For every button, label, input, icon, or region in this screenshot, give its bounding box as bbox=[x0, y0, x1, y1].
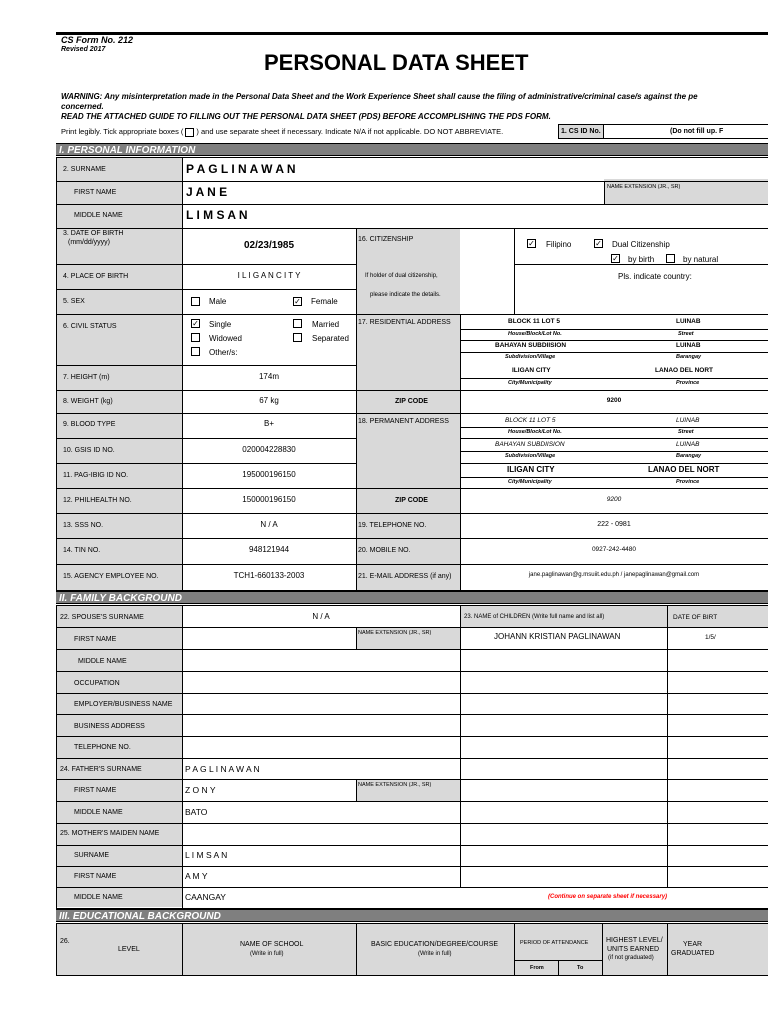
father-first-name-label: FIRST NAME bbox=[74, 787, 117, 794]
father-middle-name-value[interactable]: BATO bbox=[185, 807, 208, 817]
first-name-value[interactable]: J A N E bbox=[186, 185, 228, 199]
period-from-header: From bbox=[530, 965, 544, 971]
agency-no-label: 15. AGENCY EMPLOYEE NO. bbox=[63, 573, 159, 580]
section-family-background: II. FAMILY BACKGROUND bbox=[56, 591, 768, 604]
res-barangay-caption: Barangay bbox=[676, 354, 702, 360]
spouse-first-name-label: FIRST NAME bbox=[74, 636, 117, 643]
dual-note-2: please indicate the details. bbox=[370, 292, 441, 298]
mother-surname-label: SURNAME bbox=[74, 852, 110, 859]
married-label: Married bbox=[312, 320, 340, 329]
units-earned-header: UNITS EARNED bbox=[607, 946, 660, 953]
widowed-label: Widowed bbox=[209, 334, 242, 343]
sex-label: 5. SEX bbox=[63, 298, 85, 305]
res-zip-label: ZIP CODE bbox=[395, 398, 428, 405]
res-subdivision-caption: Subdivision/Village bbox=[505, 354, 556, 360]
level-header: LEVEL bbox=[118, 946, 140, 953]
spouse-telephone-label: TELEPHONE NO. bbox=[74, 744, 131, 751]
blood-type-label: 9. BLOOD TYPE bbox=[63, 421, 116, 428]
perm-house-caption: House/Block/Lot No. bbox=[508, 429, 562, 435]
residential-address-label: 17. RESIDENTIAL ADDRESS bbox=[358, 319, 451, 326]
period-header: PERIOD OF ATTENDANCE bbox=[520, 940, 589, 946]
philhealth-label: 12. PHILHEALTH NO. bbox=[63, 497, 132, 504]
mother-surname-value[interactable]: L I M S A N bbox=[185, 850, 228, 860]
child-1-dob[interactable]: 1/5/ bbox=[705, 634, 716, 641]
res-subdivision-value[interactable]: BAHAYAN SUBDIISION bbox=[495, 342, 567, 349]
cs-id-label: 1. CS ID No. bbox=[561, 128, 601, 135]
res-province-value[interactable]: LANAO DEL NORT bbox=[655, 367, 714, 374]
warning-text-2: concerned. bbox=[61, 102, 104, 111]
citizenship-label: 16. CITIZENSHIP bbox=[358, 236, 414, 243]
dob-format-label: (mm/dd/yyyy) bbox=[68, 239, 110, 246]
mobile-label: 20. MOBILE NO. bbox=[358, 547, 411, 554]
res-zip-value[interactable]: 9200 bbox=[606, 397, 622, 404]
section-educational-background: III. EDUCATIONAL BACKGROUND bbox=[56, 909, 768, 922]
section-personal-info: I. PERSONAL INFORMATION bbox=[56, 143, 768, 156]
form-number: CS Form No. 212 bbox=[61, 35, 134, 45]
cs-id-note: (Do not fill up. F bbox=[670, 128, 724, 135]
by-naturalization-label: by natural bbox=[683, 255, 719, 264]
male-label: Male bbox=[209, 297, 227, 306]
telephone-label: 19. TELEPHONE NO. bbox=[358, 522, 427, 529]
spouse-name-ext-label: NAME EXTENSION (JR., SR) bbox=[358, 630, 432, 636]
highest-level-header: HIGHEST LEVEL/ bbox=[606, 937, 663, 944]
father-surname-label: 24. FATHER'S SURNAME bbox=[60, 766, 142, 773]
father-surname-value[interactable]: P A G L I N A W A N bbox=[185, 764, 260, 774]
revised-date: Revised 2017 bbox=[61, 46, 106, 53]
by-naturalization-checkbox[interactable] bbox=[666, 254, 675, 263]
education-header-bg bbox=[56, 923, 768, 975]
permanent-address-label: 18. PERMANENT ADDRESS bbox=[358, 418, 449, 425]
agency-no-value[interactable]: TCH1-660133-2003 bbox=[233, 571, 305, 580]
res-street-caption: Street bbox=[678, 331, 694, 337]
perm-barangay-value[interactable]: LUINAB bbox=[676, 441, 700, 448]
philhealth-value[interactable]: 150000196150 bbox=[242, 495, 296, 504]
label-column-2-bg bbox=[356, 228, 460, 590]
middle-name-label: MIDDLE NAME bbox=[74, 212, 123, 219]
surname-label: 2. SURNAME bbox=[63, 166, 106, 173]
others-label: Other/s: bbox=[209, 348, 238, 357]
school-name-header: NAME OF SCHOOL bbox=[240, 941, 304, 948]
year-header: YEAR bbox=[683, 941, 703, 948]
perm-zip-value[interactable]: 9200 bbox=[606, 496, 622, 503]
pob-value[interactable]: I L I G A N C I T Y bbox=[237, 271, 301, 280]
res-house-value[interactable]: BLOCK 11 LOT 5 bbox=[508, 318, 561, 325]
family-label-bg bbox=[56, 605, 182, 907]
sss-value[interactable]: N / A bbox=[260, 520, 278, 529]
single-checkbox[interactable]: ✓ bbox=[192, 319, 199, 328]
res-street-value[interactable]: LUINAB bbox=[676, 318, 701, 325]
perm-city-caption: City/Municipality bbox=[508, 479, 552, 485]
filipino-checkbox[interactable]: ✓ bbox=[528, 239, 535, 248]
perm-city-value[interactable]: ILIGAN CITY bbox=[507, 465, 555, 474]
perm-street-value[interactable]: LUINAB bbox=[676, 417, 700, 424]
tin-label: 14. TIN NO. bbox=[63, 547, 101, 554]
father-name-ext-label: NAME EXTENSION (JR., SR) bbox=[358, 782, 432, 788]
sss-label: 13. SSS NO. bbox=[63, 522, 104, 529]
perm-house-value[interactable]: BLOCK 11 LOT 5 bbox=[505, 417, 556, 424]
dual-citizenship-checkbox[interactable]: ✓ bbox=[595, 239, 602, 248]
spouse-surname-label: 22. SPOUSE'S SURNAME bbox=[60, 614, 144, 621]
perm-province-caption: Province bbox=[676, 479, 700, 485]
surname-value[interactable]: P A G L I N A W A N bbox=[186, 162, 296, 176]
weight-value[interactable]: 67 kg bbox=[259, 396, 279, 405]
mother-first-name-label: FIRST NAME bbox=[74, 873, 117, 880]
dual-citizenship-label: Dual Citizenship bbox=[612, 240, 670, 249]
res-city-caption: City/Municipality bbox=[508, 380, 552, 386]
dual-note-1: If holder of dual citizenship, bbox=[365, 273, 438, 279]
perm-subdivision-value[interactable]: BAHAYAN SUBDIISION bbox=[495, 441, 565, 448]
child-1-name[interactable]: JOHANN KRISTIAN PAGLINAWAN bbox=[494, 632, 621, 641]
height-label: 7. HEIGHT (m) bbox=[63, 374, 110, 381]
blood-type-value[interactable]: B+ bbox=[263, 419, 274, 428]
school-name-subheader: (Write in full) bbox=[250, 951, 284, 957]
female-checkbox[interactable]: ✓ bbox=[294, 297, 301, 306]
email-label: 21. E-MAIL ADDRESS (if any) bbox=[358, 573, 452, 580]
gsis-value[interactable]: 020004228830 bbox=[242, 445, 296, 454]
perm-zip-label: ZIP CODE bbox=[395, 497, 428, 504]
mother-first-name-value[interactable]: A M Y bbox=[185, 871, 208, 881]
res-house-caption: House/Block/Lot No. bbox=[508, 331, 562, 337]
res-province-caption: Province bbox=[676, 380, 700, 386]
perm-street-caption: Street bbox=[678, 429, 694, 435]
instructions-text: Print legibly. Tick appropriate boxes ( ) and use separate sheet if necessary. Indicate N/A if not applicable. DO NOT ABBREVIATE. bbox=[61, 127, 504, 136]
indicate-country-label: Pls. indicate country: bbox=[618, 272, 692, 281]
telephone-value[interactable]: 222 - 0981 bbox=[597, 521, 631, 528]
male-checkbox[interactable] bbox=[191, 297, 200, 306]
children-dob-label: DATE OF BIRT bbox=[673, 614, 718, 621]
gsis-label: 10. GSIS ID NO. bbox=[63, 447, 115, 454]
graduated-header: GRADUATED bbox=[671, 950, 715, 957]
pagibig-label: 11. PAG-IBIG ID NO. bbox=[63, 472, 129, 479]
widowed-checkbox[interactable] bbox=[191, 333, 200, 342]
email-value[interactable]: jane.paglinawan@g.msuiit.edu.ph / janepaglinawan@gmail.com bbox=[528, 572, 700, 578]
mother-middle-name-value[interactable]: CAANGAY bbox=[185, 892, 226, 902]
dob-label: 3. DATE OF BIRTH bbox=[63, 230, 124, 237]
others-checkbox[interactable] bbox=[191, 347, 200, 356]
civil-status-label: 6. CIVIL STATUS bbox=[63, 323, 117, 330]
course-subheader: (Write in full) bbox=[418, 951, 452, 957]
female-label: Female bbox=[311, 297, 338, 306]
tick-example-checkbox bbox=[185, 128, 194, 137]
tin-value[interactable]: 948121944 bbox=[248, 545, 290, 554]
mother-maiden-name-label: 25. MOTHER'S MAIDEN NAME bbox=[60, 830, 160, 837]
by-birth-checkbox[interactable]: ✓ bbox=[612, 254, 619, 263]
married-checkbox[interactable] bbox=[293, 319, 302, 328]
occupation-label: OCCUPATION bbox=[74, 680, 120, 687]
business-address-label: BUSINESS ADDRESS bbox=[74, 723, 145, 730]
pob-label: 4. PLACE OF BIRTH bbox=[63, 273, 129, 280]
period-to-header: To bbox=[577, 965, 584, 971]
weight-label: 8. WEIGHT (kg) bbox=[63, 398, 113, 405]
warning-text: WARNING: Any misinterpretation made in the Personal Data Sheet and the Work Experience Sheet shall cause the filing of administrative/criminal case/s against the pe bbox=[61, 92, 698, 101]
spouse-middle-name-label: MIDDLE NAME bbox=[78, 658, 127, 665]
by-birth-label: by birth bbox=[628, 255, 655, 264]
name-extension-label: NAME EXTENSION (JR., SR) bbox=[607, 184, 681, 190]
single-label: Single bbox=[209, 320, 232, 329]
course-header: BASIC EDUCATION/DEGREE/COURSE bbox=[371, 941, 499, 948]
children-label: 23. NAME of CHILDREN (Write full name and list all) bbox=[464, 614, 605, 620]
separated-checkbox[interactable] bbox=[293, 333, 302, 342]
height-value[interactable]: 174m bbox=[258, 372, 279, 381]
mother-middle-name-label: MIDDLE NAME bbox=[74, 894, 123, 901]
mobile-value[interactable]: 0927-242-4480 bbox=[591, 546, 637, 553]
father-first-name-value[interactable]: Z O N Y bbox=[185, 785, 216, 795]
separated-label: Separated bbox=[312, 334, 349, 343]
name-ext-cell-bg bbox=[604, 179, 768, 204]
first-name-label: FIRST NAME bbox=[74, 189, 117, 196]
filipino-label: Filipino bbox=[546, 240, 572, 249]
middle-name-value[interactable]: L I M S A N bbox=[186, 208, 248, 222]
page-title: PERSONAL DATA SHEET bbox=[264, 50, 529, 75]
education-number: 26. bbox=[60, 938, 70, 945]
not-graduated-note: (if not graduated) bbox=[608, 955, 654, 961]
guide-text: READ THE ATTACHED GUIDE TO FILLING OUT THE PERSONAL DATA SHEET (PDS) BEFORE ACCOMPLISHING THE PDS FORM. bbox=[61, 112, 551, 121]
perm-barangay-caption: Barangay bbox=[676, 453, 702, 459]
perm-province-value[interactable]: LANAO DEL NORT bbox=[648, 465, 720, 474]
continue-note: (Continue on separate sheet if necessary) bbox=[548, 894, 668, 900]
employer-label: EMPLOYER/BUSINESS NAME bbox=[74, 701, 173, 708]
spouse-surname-value[interactable]: N / A bbox=[312, 612, 330, 621]
top-border bbox=[56, 32, 768, 35]
father-middle-name-label: MIDDLE NAME bbox=[74, 809, 123, 816]
pagibig-value[interactable]: 195000196150 bbox=[242, 470, 296, 479]
res-city-value[interactable]: ILIGAN CITY bbox=[512, 367, 551, 374]
perm-subdivision-caption: Subdivision/Village bbox=[505, 453, 556, 459]
res-barangay-value[interactable]: LUINAB bbox=[676, 342, 701, 349]
dob-value[interactable]: 02/23/1985 bbox=[243, 240, 295, 251]
